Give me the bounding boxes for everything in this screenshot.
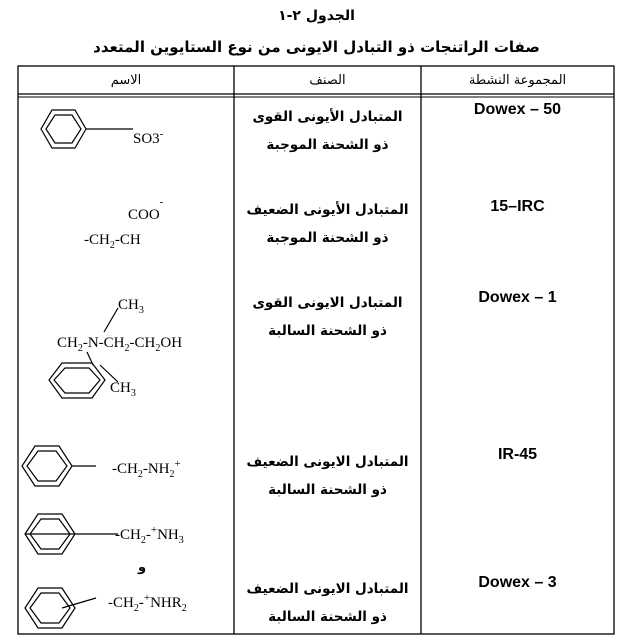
ch2-c: -CH — [108, 595, 134, 611]
chain-tail: -CH — [114, 232, 141, 248]
type-row-2-line-1: المتبادل الأيونى الضعيف — [246, 202, 409, 218]
amine-sub-3: 2 — [155, 343, 161, 354]
group-dowex-3: Dowex – 3 — [478, 574, 557, 591]
benzene-ring-1 — [41, 110, 86, 148]
benzene-ring-3 — [49, 363, 105, 398]
type-row-3-line-1: المتبادل الايونى القوى — [252, 295, 403, 311]
group-ir-45: IR-45 — [497, 446, 538, 463]
formula-ch2-nhr2 — [108, 592, 187, 614]
type-row-1-line-1: المتبادل الأيونى القوى — [252, 109, 403, 125]
nh3-sub: 3 — [178, 535, 184, 546]
chain-sub: 2 — [109, 240, 115, 251]
amine-sub-1: 2 — [77, 343, 83, 354]
table-number: الجدول ٢-١ — [278, 8, 355, 24]
ch2-c-sub: 2 — [133, 603, 139, 614]
amine-ch: CH — [57, 335, 78, 351]
ch2-b-sub: 2 — [140, 535, 146, 546]
dash-c: - — [138, 595, 144, 611]
ch2-a-sub: 2 — [137, 469, 143, 480]
amine-oh: OH — [160, 335, 183, 351]
and-text: و — [138, 560, 147, 575]
table-title: صفات الراتنجات ذو التبادل الايونى من نوع الستايوين المتعدد — [93, 38, 540, 56]
type-row-4-line-1: المتبادل الايونى الضعيف — [246, 454, 409, 470]
nh3: NH — [157, 527, 179, 543]
and-connector — [138, 560, 146, 575]
formula-so3 — [133, 128, 163, 148]
type-row-1-line-2: ذو الشحنة الموجبة — [266, 137, 389, 153]
header-name: الاسم — [110, 73, 142, 88]
benzene-ring-4 — [22, 446, 72, 486]
header-type: الصنف — [309, 73, 346, 88]
type-row-6-line-2: ذو الشحنة السالبة — [268, 609, 387, 625]
amine-n-ch: -N-CH — [82, 335, 125, 351]
coo-charge: - — [159, 196, 164, 208]
dash-b: - — [145, 527, 151, 543]
nh2: -NH — [142, 461, 170, 477]
ch3-top: CH — [118, 297, 139, 313]
group-dowex-50: Dowex – 50 — [473, 101, 562, 118]
amine-ch-2: -CH — [129, 335, 156, 351]
so3-text: SO3 — [133, 131, 160, 147]
formula-ch3-bottom — [110, 380, 136, 399]
benzene-ring-6 — [25, 588, 75, 628]
formula-ch2-ch — [84, 232, 141, 251]
type-row-4-line-2: ذو الشحنة السالبة — [268, 482, 387, 498]
type-row-2-line-2: ذو الشحنة الموجبة — [266, 230, 389, 246]
nh3-charge: + — [150, 524, 158, 536]
ch3-bottom-sub: 3 — [130, 388, 136, 399]
ch2-a: -CH — [112, 461, 138, 477]
amine-sub-2: 2 — [124, 343, 130, 354]
ch2-b: -CH — [115, 527, 141, 543]
nhr2: NHR — [150, 595, 182, 611]
formula-amine-chain — [57, 335, 182, 354]
nh2-charge: + — [174, 458, 181, 470]
formula-ch2-nh2 — [112, 458, 181, 480]
group-15-irc: 15–IRC — [490, 198, 545, 215]
header-group: المجموعة النشطة — [468, 73, 567, 88]
formula-ch2-nh3 — [115, 524, 184, 546]
type-row-6-line-1: المتبادل الايونى الضعيف — [246, 581, 409, 597]
group-dowex-1: Dowex – 1 — [478, 289, 557, 306]
so3-charge: - — [159, 128, 164, 140]
formula-ch3-top — [118, 297, 144, 316]
nh2-sub: 2 — [169, 469, 175, 480]
type-row-3-line-2: ذو الشحنة السالبة — [268, 323, 387, 339]
ch3-bottom: CH — [110, 380, 131, 396]
nhr2-charge: + — [143, 592, 151, 604]
coo-text: COO — [128, 207, 160, 223]
nhr2-sub: 2 — [181, 603, 187, 614]
chain-ch: -CH — [84, 232, 110, 248]
formula-coo — [128, 196, 163, 224]
ch3-top-sub: 3 — [138, 305, 144, 316]
